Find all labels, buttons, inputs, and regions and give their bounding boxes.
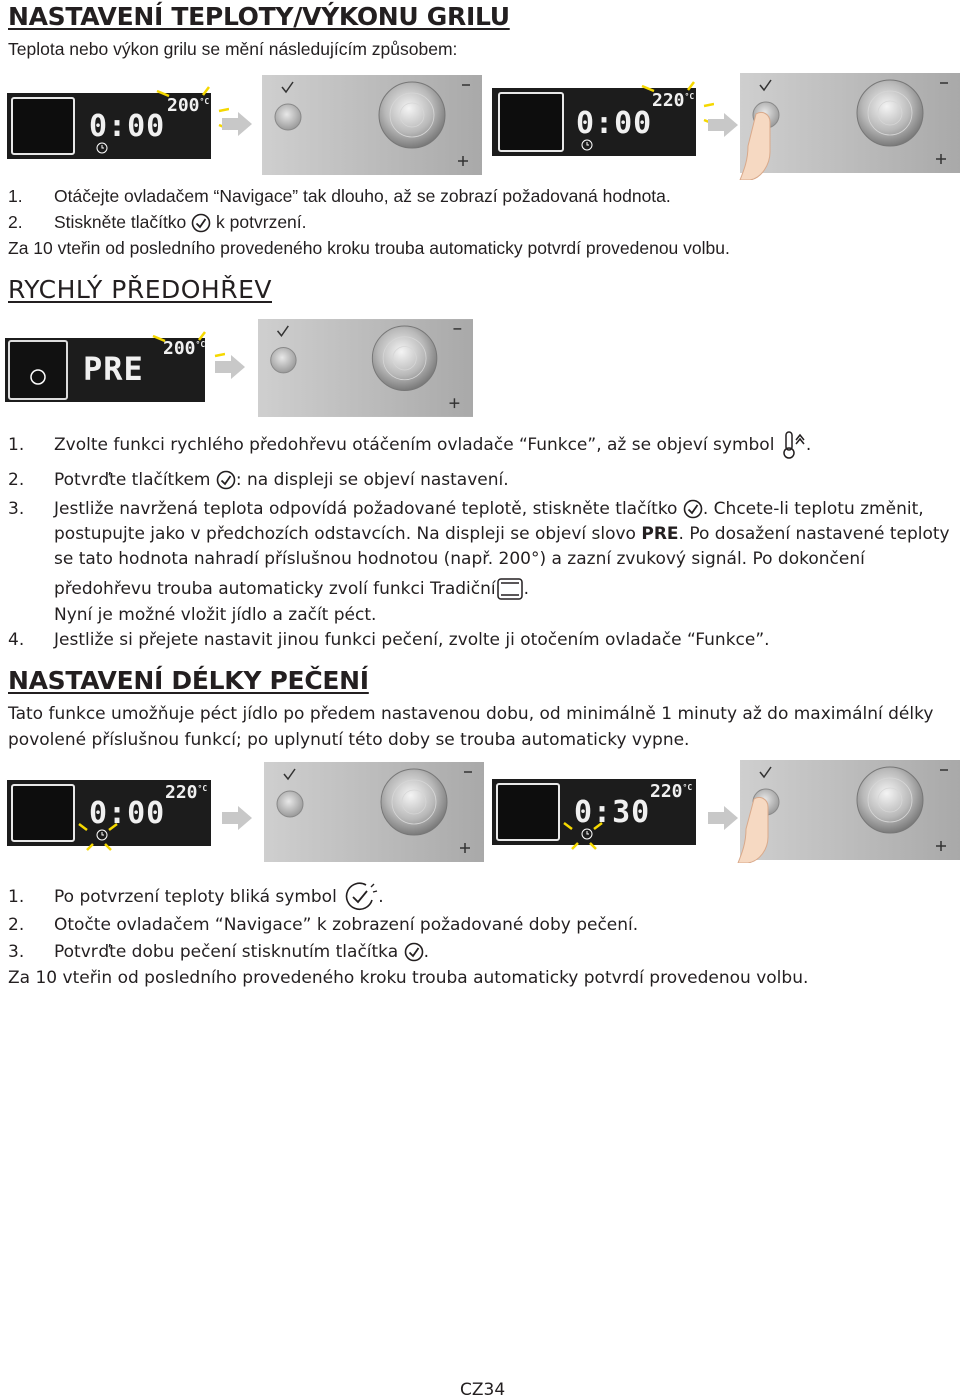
step-2: 2. Potvrďte tlačítkem : na displeji se objeví nastavení.: [8, 470, 509, 490]
step-2: 2. Stiskněte tlačítko k potvrzení.: [8, 212, 307, 232]
step-3: 3. Jestliže navržená teplota odpovídá požadované teplotě, stiskněte tlačítko . Chcete-li teplotu změnit,: [8, 499, 924, 519]
step-3-line5: Nyní je možné vložit jídlo a začít péct.: [54, 605, 377, 625]
section-title-duration: NASTAVENÍ DÉLKY PEČENÍ: [8, 666, 369, 695]
arrow-icon: [222, 806, 252, 830]
step-2: 2. Otočte ovladačem “Navigace” k zobrazení požadované doby pečení.: [8, 915, 639, 935]
step-3-line4: předohřevu trouba automaticky zvolí funkci Tradiční .: [54, 579, 530, 599]
step-3: 3. Potvrďte dobu pečení stisknutím tlačítka .: [8, 942, 429, 962]
preheat-thermometer-icon: [780, 430, 806, 460]
check-circle-icon: [216, 470, 236, 490]
circle-icon: [29, 368, 47, 386]
check-circle-icon: [404, 942, 424, 962]
arrow-icon: [222, 112, 252, 136]
step-3-line3: se tato hodnota nahradí příslušnou hodnotou (např. 200°) a zazní zvukový signál. Po dokončení: [54, 549, 865, 569]
flash-marks: [634, 80, 714, 130]
finger-icon: [738, 110, 788, 180]
section-intro-line2: povolené příslušnou funkcí; po uplynutí této doby se trouba automaticky vypne.: [8, 730, 690, 750]
check-circle-icon: [191, 213, 211, 233]
oven-display-2: 0:00 $220^{^\circ C}$: [492, 88, 696, 156]
oven-display-3: 0:00 $220^{^\circ C}$: [7, 780, 211, 846]
note-autoconfirm: Za 10 vteřin od posledního provedeného kroku trouba automaticky potvrdí provedenou volbu.: [8, 238, 730, 258]
note-autoconfirm: Za 10 vteřin od posledního provedeného kroku trouba automaticky potvrdí provedenou volbu.: [8, 968, 809, 988]
arrow-icon: [708, 113, 738, 137]
section-intro-line1: Tato funkce umožňuje péct jídlo po předem nastavenou dobu, od minimálně 1 minuty až do maximální délky: [8, 704, 934, 724]
arrow-icon: [708, 806, 738, 830]
oven-display-1: 0:00 $200^{^\circ C}$: [7, 93, 211, 159]
flash-marks: [562, 819, 612, 853]
section-title-preheat: RYCHLÝ PŘEDOHŘEV: [8, 275, 272, 304]
arrow-icon: [215, 355, 245, 379]
step-1: 1. Zvolte funkci rychlého předohřevu otáčením ovladače “Funkce”, až se objeví symbol .: [8, 430, 811, 460]
step-1: 1. Po potvrzení teploty bliká symbol .: [8, 880, 384, 914]
section-intro: Teplota nebo výkon grilu se mění následujícím způsobem:: [8, 39, 458, 59]
clock-icon: [95, 141, 109, 155]
control-panel-3: [264, 762, 484, 862]
traditional-oven-icon: [496, 577, 524, 601]
step-4: 4. Jestliže si přejete nastavit jinou funkci pečení, zvolte ji otočením ovladače “Funkce”.: [8, 630, 770, 650]
flash-marks: [145, 330, 225, 380]
flash-marks: [149, 85, 229, 135]
section-title-grill: NASTAVENÍ TEPLOTY/VÝKONU GRILU: [8, 2, 510, 31]
control-panel-pre: [258, 318, 473, 418]
step-3-line2: postupujte jako v předchozích odstavcích. Na displeji se objeví slovo PRE. Po dosažení nastavené teploty: [54, 524, 950, 544]
flash-marks: [77, 820, 127, 854]
check-circle-icon: [683, 499, 703, 519]
timer-clock-icon: [342, 880, 378, 914]
oven-display-4: 0:30 $220^{^\circ C}$: [492, 779, 696, 845]
clock-icon: [580, 138, 594, 152]
control-panel-1: [262, 75, 482, 175]
page-number: CZ34: [460, 1380, 506, 1400]
step-1: 1. Otáčejte ovladačem “Navigace” tak dlouho, až se zobrazí požadovaná hodnota.: [8, 186, 671, 206]
oven-display-pre: PRE $200^{^\circ C}$: [5, 338, 205, 402]
finger-icon: [736, 795, 786, 863]
